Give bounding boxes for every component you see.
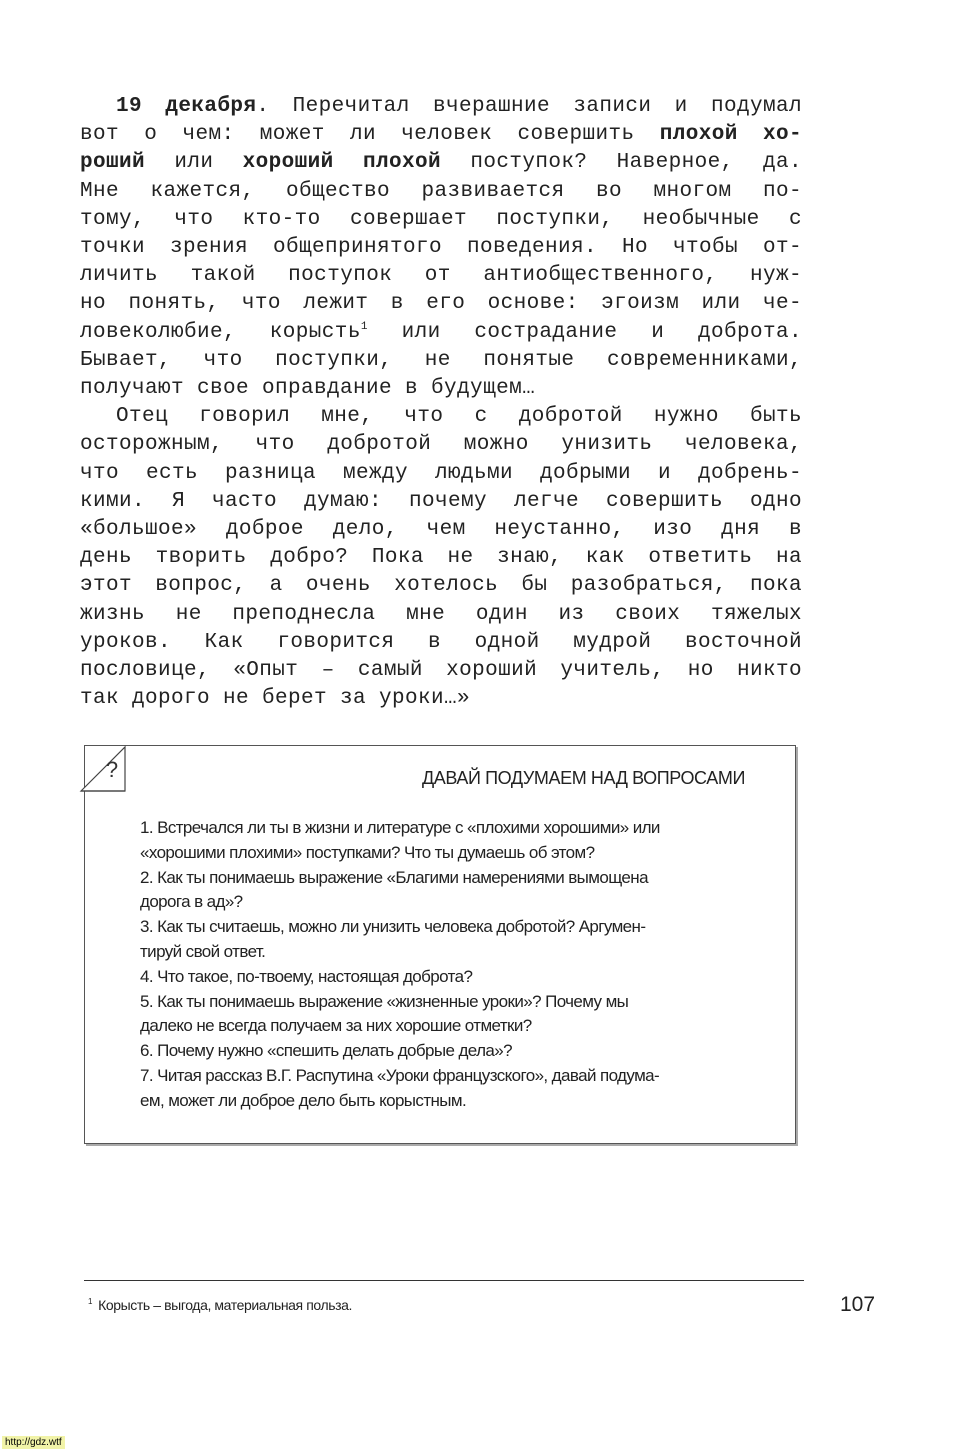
footnote-divider <box>84 1280 804 1281</box>
question-line: 2. Как ты понимаешь выражение «Благими намерениями вымощена <box>140 867 648 887</box>
diary-paragraph-2: Отец говорил мне, что с добротой нужно быть осторожным, что добротой можно унизить человека, что есть разница между людьми добрыми и добрень- кими. Я часто думаю: почему легче совершить одно «большое» доброе дело, чем неустанно, изо дня в день творить добро? Пока не знаю, как ответить на этот вопрос, а очень хотелось бы разобраться, пока жизнь не преподнесла мне один из своих тяжелых уроков. Как говорится в одной мудрой восточной пословице, «Опыт – самый хороший учитель, но никто так дорого не берет за уроки…» <box>80 405 802 711</box>
svg-text:?: ? <box>105 757 119 782</box>
page-number: 107 <box>840 1293 876 1316</box>
question-line: 4. Что такое, по-твоему, настоящая доброта? <box>140 966 473 986</box>
diary-text <box>80 93 802 713</box>
question-line: дорога в ад»? <box>140 892 243 912</box>
question-line: 1. Встречался ли ты в жизни и литературе с «плохими хорошими» или <box>140 818 660 837</box>
footnote-text: Корысть – выгода, материальная польза. <box>98 1297 353 1313</box>
footnote-marker: 1 <box>88 1297 93 1306</box>
question-line: 7. Читая рассказ В.Г. Распутина «Уроки французского», давай подума- <box>140 1065 660 1085</box>
question-line: далеко не всегда получаем за них хорошие отметки? <box>140 1016 532 1036</box>
diary-paragraph-1: 19 декабря. Перечитал вчерашние записи и подумал вот о чем: может ли человек совершить плохой хо- роший или хороший плохой поступок? Наверное, да. Мне кажется, общество развивается во многом по- тому, что кто-то совершает поступки, необычные с точки зрения общепринятого поведения. Но чтобы от- личить такой поступок от антиобщественного, нуж- но понять, что лежит в его основе: эгоизм или че- ловеколюбие, корысть$^1$ или сострадание и доброта. Бывает, что поступки, не понятые современниками, получают свое оправдание в будущем… <box>80 95 802 401</box>
question-line: ем, может ли доброе дело быть корыстным. <box>140 1090 467 1110</box>
questions-list <box>140 816 750 1114</box>
question-line: 5. Как ты понимаешь выражение «жизненные уроки»? Почему мы <box>140 991 629 1011</box>
question-line: «хорошими плохими» поступками? Что ты думаешь об этом? <box>140 842 595 862</box>
footnote-ref: 1 <box>360 320 368 333</box>
footnote <box>88 1297 352 1313</box>
question-mark-icon <box>79 743 131 795</box>
diary-date: 19 декабря <box>116 95 257 118</box>
question-line: 3. Как ты считаешь, можно ли унизить человека добротой? Аргумен- <box>140 917 646 937</box>
question-line: тируй свой ответ. <box>140 941 266 961</box>
questions-title: ДАВАЙ ПОДУМАЕМ НАД ВОПРОСАМИ <box>421 768 745 788</box>
question-line: 6. Почему нужно «спешить делать добрые дела»? <box>140 1041 512 1061</box>
watermark-link[interactable]: http://gdz.wtf <box>2 1436 65 1449</box>
questions-box <box>84 745 796 1144</box>
